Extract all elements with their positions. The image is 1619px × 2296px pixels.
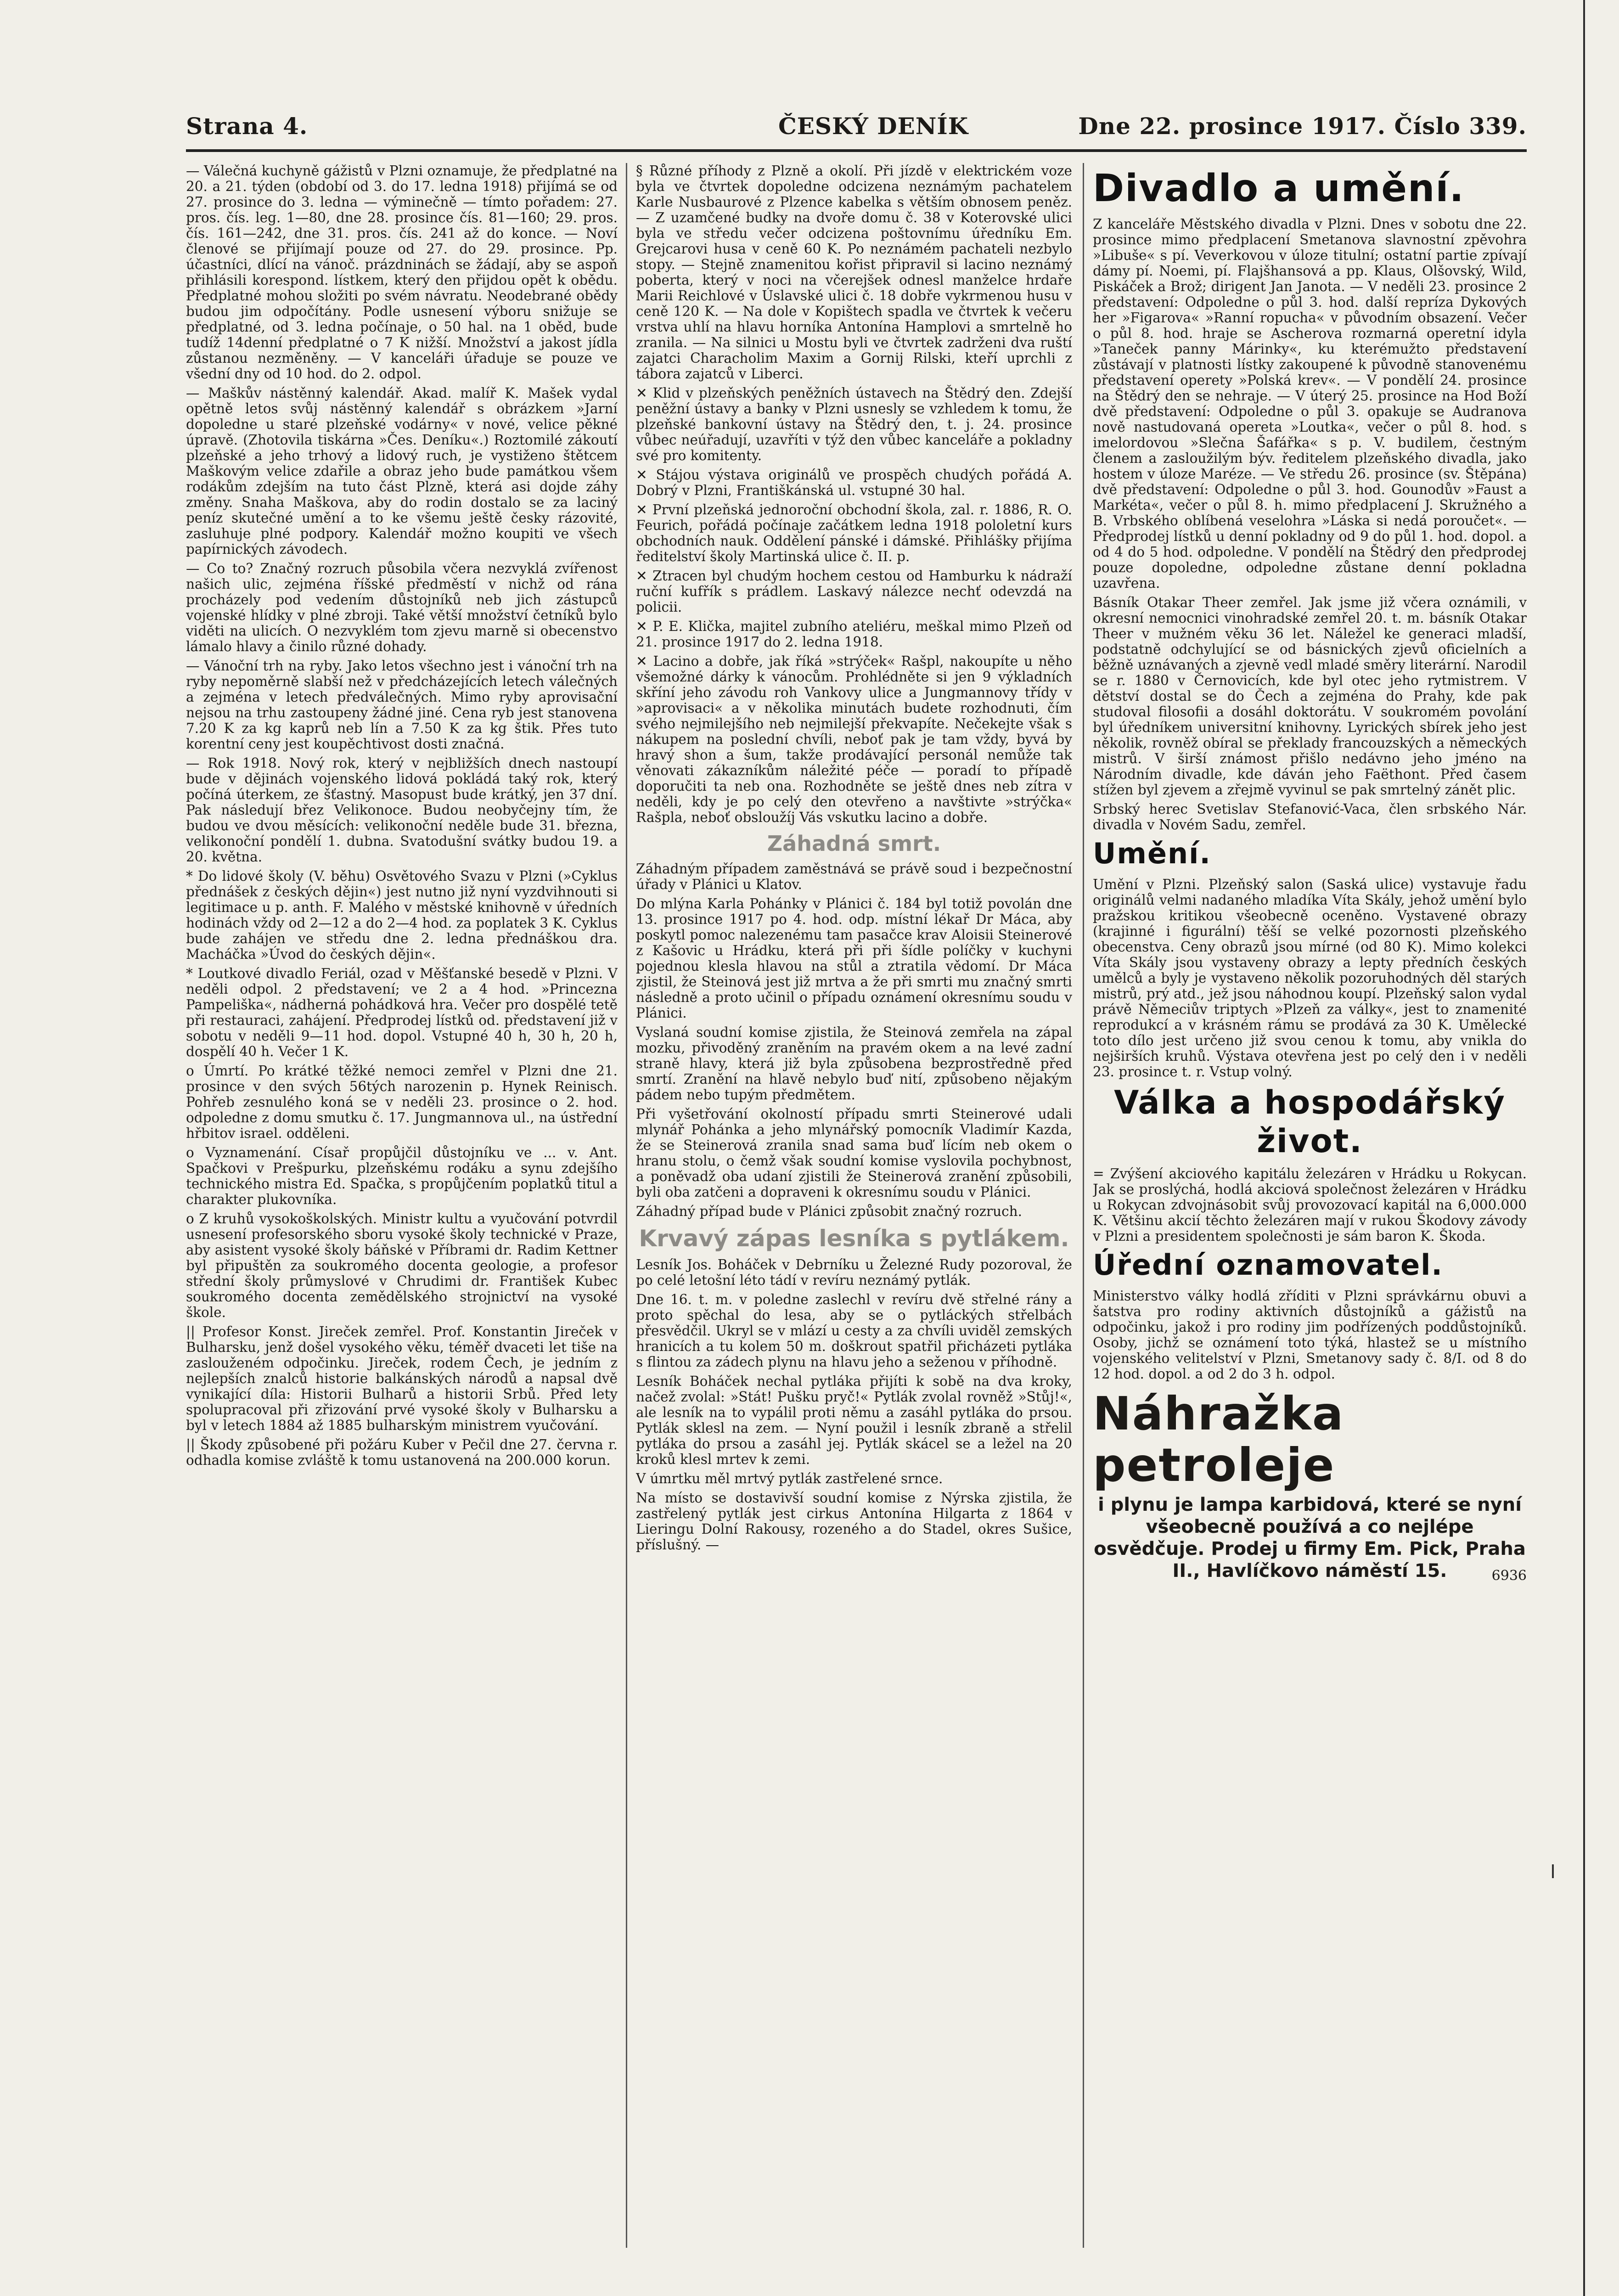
article-zahadna-5: Záhadný případ bude v Plánici způsobit značný rozruch. — [636, 1204, 1023, 1219]
article-mestske-divadlo: Z kanceláře Městského divadla v Plzni. Dnes v sobotu dne 22. prosince mimo předplacení Smetanova slavnostní zpěvohra »Libuše« s pí. Veverkovou v úloze titulní; ostatní partie zpívají dámy pí. Noemi, pí. Flajšhansová a pp. Klaus, Olšovský, Wild, Piskáček a Brož; dirigent Jan Janota. — V neděli 23. prosince 2 představení: Odpoledne o půl 3. hod. další repríza Dykových her »Figarova« »Ranní ropucha« v původním obsazení. Večer o půl 8. hod. hraje se Ascherova rozmarná operetní idyla »Taneček panny Márinky«, ku kterémužto představení zůstávají v platnosti lístky zakoupené k původně stanovenému představení operety »Polská krev«. — V pondělí 24. prosince na Štědrý den se nehraje. — V úterý 25. prosince na Hod Boží dvě představení: Odpoledne o půl 3. opakuje se Audranova nově nastudovaná opereta »Loutka«, večer o půl 8. hod. s imelordovou »Slečna Šafářka« s p. V. budilem, čestným členem a zasloužilým býv. ředitelem plzeňského divadla, jako hostem v úloze Maréze. — Ve středu 26. prosince (sv. Štěpána) dvě představení: Odpoledne o půl 3. hod. Gounodův »Faust a Markéta«, večer o půl 8. h. mimo předplacení J. Skružného a B. Vrbského oblíbená veselohra »Láska si nedá poroučet«. — Předprodej lístků u denní pokladny od 9 do půl 1. hod. dopol. a od 4 do 5 hod. odpoledne. V pondělí na Štědrý den předprodej pouze dopoledne, odpoledne zůstane denní pokladna uzavřena. — [1093, 216, 1527, 591]
page-header — [186, 108, 1527, 152]
article-valecna-kuchyne: — Válečná kuchyně gážistů v Plzni oznamuje, že předplatné na 20. a 21. týden (období od 3. do 17. ledna 1918) přijímá se od 27. prosince do 3. ledna — výminečně — tímto pořadem: 27. pros. čís. leg. 1—80, dne 28. prosince čís. 81—160; 29. pros. čís. 161—242, dne 31. pros. čís. 241 až do konce. — Noví členové se přijímají pouze od 27. do 29. prosince. Pp. účastníci, dlící na vánoč. prázdninách se žádají, aby se aspoň přihlásili korespond. lístkem, který den přijdou opět k obědu. Předplatné mohou složiti po svém návratu. Neodebrané obědy budou jim odpočítány. Podle usnesení výboru snižuje se předplatné, od 3. ledna počínaje, o 50 hal. na 1 oběd, bude tudíž 14denní předplatné o 7 K nižší. Množství a jakost jídla zůstanou nezměněny. — V kanceláři úřaduje se pouze ve všední dny od 10 hod. do 2. odpol. — [186, 163, 618, 382]
ad-number: 6936 — [1491, 1568, 1527, 1584]
article-vystava-originalu: ✕ Stájou výstava originálů ve prospěch chudých pořádá A. Dobrý v Plzni, Františkánská ul. vstupné 30 hal. — [636, 467, 1072, 498]
article-zvyseni-kapitalu: = Zvýšení akciového kapitálu železáren v Hrádku u Rokycan. Jak se proslýchá, hodlá akciová společnost železáren v Hrádku u Rokycan zdvojnásobit svůj provozovací kapitál na 6,000.000 K. Většinu akcií těchto železáren mají v rukou Škodovy závody v Plzni a presidentem společnosti je sám baron K. Škoda. — [1093, 1166, 1527, 1244]
article-uredni-oznameni: Ministerstvo války hodlá zříditi v Plzni správkárnu obuvi a šatstva pro rodiny aktivních důstojníků a gážistů na odpočinku, jakož i pro rodiny jim podřízených poddůstojníků. Osoby, jichž se oznámení toto týká, hlastež se u místního vojenského velitelství v Plzni, Smetanovy sady č. 8/I. od 8 do 12 hod. dopol. a od 2 do 3 h. odpol. — [1093, 1288, 1527, 1382]
section-heading-krvavy-zapas: Krvavý zápas lesníka s pytlákem. — [639, 1225, 1069, 1252]
article-vysokoskolske: o Z kruhů vysokoškolských. Ministr kultu a vyučování potvrdil usnesení profesorského sboru vysoké školy technické v Praze, aby asistent vysoké školy báňské v Příbrami dr. Radim Kettner byl připuštěn za soukromého docenta geologie, a profesor střední školy průmyslové v Chrudimi dr. František Kubec soukromého docenta zemědělského strojnictví na vysoké škole. — [186, 1211, 618, 1320]
section-banner-umeni: Umění. — [1093, 837, 1211, 870]
article-vyznamenani: o Vyznamenání. Císař propůjčil důstojníku ve ... v. Ant. Spačkovi v Prešpurku, plzeňskému rodáku a synu zdejšího technického mistra Ed. Spačka, s propůjčením poplatků titul a charakter plukovníka. — [186, 1145, 618, 1207]
article-umeni-v-plzni: Umění v Plzni. Plzeňský salon (Saská ulice) vystavuje řadu originálů velmi nadaného mladíka Víta Skály, jehož umění bylo pražskou kritikou všeobecně oceněno. Vystavené obrazy (krajinné i figurální) těší se velké pozornosti plzeňského obecenstva. Ceny obrazů jsou mírné (od 80 K). Mimo kolekci Víta Skály jsou vystaveny obrazy a lepty předních českých umělců a byly je vystaveno několik pozoruhodných děl starých mistrů, prý atd., jež jsou náhodnou koupí. Plzeňský salon vydal právě Němeciův triptych »Plzeň za války«, jest to znamenité reprodukcí a v krásném rámu se prodává za 30 K. Umělecké toto dílo jest určeno již svou cenou k tomu, aby vnikla do nejširších kruhů. Výstava otevřena jest po celý den i v neděli 23. prosince t. r. Vstup volný. — [1093, 877, 1527, 1080]
article-klid-v-ustavech: ✕ Klid v plzeňských peněžních ústavech na Štědrý den. Zdejší peněžní ústavy a banky v Plzni usnesly se vzhledem k tomu, že plzeňské bankovní ústavy na Štědrý den, t. j. 24. prosince vůbec neúřadují, uzavříti v týž den vůbec kanceláře a pokladny své pro komitenty. — [636, 385, 1072, 463]
article-co-to: — Co to? Značný rozruch působila včera nezvyklá zvířenost našich ulic, zejména říšské předměstí v nichž od rána procházely pod vedením důstojníků neb jich zástupců vojenské hlídky v plné zbroji. Také větší množství četníků bylo viděti na ulicích. O nezvyklém tom zjevu marně si obecenstvo lámalo hlavy a činilo různé dohady. — [186, 561, 618, 654]
article-jirecek: || Profesor Konst. Jireček zemřel. Prof. Konstantin Jireček v Bulharsku, jenž došel vysokého věku, téměř dvaceti let tiše na zaslouženém odpočinku. Jireček, rodem Čech, je jedním z nejlepších znalců historie balkánských národů a napsal dvě vynikající díla: Historii Bulharů a historii Srbů. Před lety spolupracoval při zřizování prvé vysoké školy v Bulharsku a byl v letech 1884 až 1885 bulharským ministrem vyučování. — [186, 1324, 618, 1433]
article-maskuv-kalendar: — Maškův nástěnný kalendář. Akad. malíř K. Mašek vydal opětně letos svůj nástěnný kalendář s obrázkem »Jarní dopoledne u staré plzeňské vodárny« v nové, velice pěkné úpravě. (Zhotovila tiskárna »Čes. Deníku«.) Roztomilé zákoutí plzeňské a jeho trhový a lidový ruch, je vystiženo štětcem Maškovým velice zdařile a obraz jeho bude památkou všem rodákům zdejším na tuto část Plzně, která asi dojde záhy změny. Snaha Maškova, aby do rodin dostalo se za laciný peníz skutečné umění a to ke všemu ještě česky rázovité, zasluhuje plné podpory. Kalendář možno koupiti ve všech papírnických závodech. — [186, 385, 618, 557]
article-krvavy-4: V úmrtku měl mrtvý pytlák zastřelené srnce. — [636, 1471, 943, 1486]
section-banner-valka: Válka a hospodářský život. — [1114, 1084, 1506, 1160]
article-srbsky-herec: Srbský herec Svetislav Stefanović-Vaca, člen srbského Nár. divadla v Novém Sadu, zemřel. — [1093, 801, 1527, 833]
article-obchodni-skola: ✕ První plzeňská jednoroční obchodní škola, zal. r. 1886, R. O. Feurich, pořádá počínaje začátkem ledna 1918 pololetní kurs obchodních nauk. Oddělení pánské i dámské. Přihlášky přijíma ředitelství školy Martinská ulice č. II. p. — [636, 502, 1072, 564]
page-number: Strana 4. — [186, 113, 308, 140]
page-edge-line — [1583, 0, 1585, 2296]
article-krvavy-5: Na místo se dostavivší soudní komise z Nýrska zjistila, že zastřelený pytlák jest cirkus Antonína Hilgarta z 1864 v Lieringu Dolní Rakousy, rozeného a do Stadel, okres Sušice, příslušný. — — [636, 1490, 1072, 1553]
section-heading-zahadna-smrt: Záhadná smrt. — [767, 831, 941, 856]
column-3 — [1093, 163, 1527, 2257]
ad-title-nahrazka: Náhražka petroleje — [1093, 1387, 1344, 1492]
issue-date: Dne 22. prosince 1917. Číslo 339. — [1078, 113, 1527, 140]
article-krvavy-3: Lesník Boháček nechal pytláka přijíti k sobě na dva kroky, načež zvolal: »Stát! Pušku pryč!« Pytlák zvolal rovněž »Stůj!«, ale lesník na to vypálil proti němu a zasáhl pytláka do prsou. Pytlák sklesl na zem. — Nyní použil i lesník zbraně a střelil pytláka do prsou a zasáhl jej. Pytlák skácel se a ležel na 20 kroků klesl mrtev k zemi. — [636, 1373, 1072, 1467]
article-zahadna-4: Při vyšetřování okolností případu smrti Steinerové udali mlynář Pohánka a jeho mlynářský pomocník Vladimír Kazda, že se Steinerová zranila snad sama buď lícím neb okem o hranu stolu, o čemž však soudní komise vyslovila pochybnost, a poněvadž oba udaní zjistili že Steinerová zranění způsobili, byli oba zatčeni a dopraveni k okresnímu soudu v Plánici. — [636, 1106, 1072, 1200]
article-lidova-skola: * Do lidové školy (V. běhu) Osvětového Svazu v Plzni (»Cyklus přednášek z českých dějin«) jest nutno již nyní vyzdvihnouti si legitimace u p. anth. F. Malého v městské knihovně v úředních hodinách vždy od 2—12 a do 2—4 hod. za poplatek 3 K. Cyklus bude zahájen ve středu dne 2. ledna přednáškou dra. Macháčka »Úvod do českých dějin«. — [186, 868, 618, 962]
ad-body-karbid: i plynu je lampa karbidová, které se nyní všeobecně používá a co nejlépe osvědčuje. Prodej u firmy Em. Pick, Praha II., Havlíčkovo náměstí 15. — [1094, 1494, 1526, 1581]
section-banner-uredni: Úřední oznamovatel. — [1093, 1248, 1443, 1282]
article-skody: || Škody způsobené při požáru Kuber v Pečil dne 27. června r. odhadla komise zvláště k tomu ustanovená na 200.000 korun. — [186, 1437, 618, 1468]
article-theer: Básník Otakar Theer zemřel. Jak jsme již včera oznámili, v okresní nemocnici vinohradské zemřel 20. t. m. básník Otakar Theer v mužném věku 36 let. Náležel ke generaci mladší, podstatně odchylující se od básnických zjevů oficielních a běžně uznávaných a zjevně vedl mladé směry literární. Narodil se r. 1880 v Černovicích, kde byl otec jeho rytmistrem. V dětství dostal se do Čech a zejména do Prahy, kde pak studoval filosofii a dosáhl doktorátu. V soukromém povolání byl úředníkem universitní knihovny. Lyrických sbírek jeho jest několik, rovněž obíral se překlady francouzských a německých mistrů. V širší známost přišlo nedávno jeho jméno na Národním divadle, kde dáván jeho Faëthont. Před časem stížen byl zjevem a zřejmě vyvinul se pak smrtelný zánět plic. — [1093, 595, 1527, 798]
edge-mark — [1552, 1864, 1554, 1878]
newspaper-title: ČESKÝ DENÍK — [778, 113, 969, 140]
article-loutkove-divadlo: * Loutkové divadlo Feriál, ozad v Měšťanské besedě v Plzni. V neděli odpol. 2 představení; ve 2 a 4 hod. »Princezna Pampeliška«, nádherná pohádková hra. Večer pro dospělé tetě při restauraci, zahájení. Předprodej lístků od. představení již v sobotu v neděli 9—11 hod. dopol. Vstupné 40 h, 30 h, 20 h, dospělí 40 h. Večer 1 K. — [186, 966, 618, 1059]
column-1 — [186, 163, 618, 2257]
newspaper-page — [186, 108, 1527, 2266]
article-krvavy-1: Lesník Jos. Boháček v Debrníku u Železné Rudy pozoroval, že po celé letošní léto tádí v revíru neznámý pytlák. — [636, 1257, 1072, 1288]
article-umrti: o Úmrtí. Po krátké těžké nemoci zemřel v Plzni dne 21. prosince v den svých 56tých narozenin p. Hynek Reinisch. Pohřeb zesnulého koná se v neděli 23. prosince o 2. hod. odpoledne z domu smutku č. 17. Jungmannova ul., na ústřední hřbitov israel. odděleni. — [186, 1063, 618, 1141]
section-banner-divadlo: Divadlo a umění. — [1093, 167, 1465, 210]
article-ztracen: ✕ Ztracen byl chudým hochem cestou od Hamburku k nádraží ruční kufřík s prádlem. Laskavý nálezce nechť odevzdá na policii. — [636, 568, 1072, 615]
article-zahadna-2: Do mlýna Karla Pohánky v Plánici č. 184 byl totiž povolán dne 13. prosince 1917 po 4. hod. odp. místní lékař Dr Máca, aby poskytl pomoc nalezenému tam pasačce krav Aloisii Steinerové z Kašovic u Hrádku, která při při šídle políčky v kuchyni pojednou klesla hlavou na stůl a ztratila vědomí. Dr Máca zjistil, že Steinová jest již mrtva a že při smrti mu značný smrti následně a proto učinil o případu oznámení okresnímu soudu v Plánici. — [636, 896, 1072, 1021]
article-zahadna-1: Záhadným případem zaměstnává se právě soud i bezpečnostní úřady v Plánici u Klatov. — [636, 861, 1072, 892]
column-2 — [636, 163, 1072, 2257]
article-krvavy-2: Dne 16. t. m. v poledne zaslechl v revíru dvě střelné rány a proto spěchal do lesa, aby se o pytláckých střelbách přesvědčil. Ukryl se v mlází u cesty a za chvíli uviděl zemských hranicích a tu kolem 50 m. doškrout spatřil přicházeti pytláka s flintou za zádech plynu na hlavu jeho a seženou v příhodně. — [636, 1292, 1072, 1370]
article-rok-1918: — Rok 1918. Nový rok, který v nejbližších dnech nastoupí bude v dějinách vojenského lidová pokládá taký rok, který počíná úterkem, ze šťastný. Masopust bude krátký, jen 37 dní. Pak následují břez Velikonoce. Budou neobyčejny tím, že budou ve dvou měsících: velikonoční neděle bude 31. března, velikonoční pondělí 1. dubna. Svatodušní svátky budou 19. a 20. května. — [186, 755, 618, 865]
article-klicka: ✕ P. E. Klička, majitel zubního ateliéru, meškal mimo Plzeň od 21. prosince 1917 do 2. ledna 1918. — [636, 619, 1072, 650]
article-vanocni-trh: — Vánoční trh na ryby. Jako letos všechno jest i vánoční trh na ryby nepoměrně slabší než v předcházejících letech válečných a zejména v letech předválečných. Mimo ryby aprovisační nejsou na trhu zastoupeny žádné jiné. Cena ryb jest stanovena 7.20 K za kg kaprů neb lín a 7.50 K za kg štik. Přes tuto korentní ceny jest koupěchtivost dosti značná. — [186, 658, 618, 752]
article-ruzne-prihody: § Různé příhody z Plzně a okolí. Při jízdě v elektrickém voze byla ve čtvrtek dopoledne odcizena neznámým pachatelem Karle Nusbaurové z Plzence kabelka s větším obnosem peněz. — Z uzamčené budky na dvoře domu č. 38 v Koterovské ulici byla ve středu večer odcizena poštovnímu úředníku Em. Grejcarovi husa v ceně 60 K. Po neznámém pachateli nezbylo stopy. — Stejně znamenitou kořist připravil si lacino neznámý pobertа, který v noci na včerejšek odnesl manželce hrdaře Marii Reichlové v Úslavské ulici č. 18 dobře vykrmenou husu v ceně 120 K. — Na dole v Kopištech spadla ve čtvrtek k večeru vrstva uhlí na hlavu horníka Antonína Hamplovi a smrtelně ho zranila. — Na silnici u Mostu byli ve čtvrtek zadrženi dva ruští zajatci Characholim Maxim a Gornij Rilski, kteří uprchli z tábora zajatců v Liberci. — [636, 163, 1072, 382]
column-divider — [1083, 163, 1084, 2248]
column-divider — [626, 163, 627, 2248]
article-zahadna-3: Vyslaná soudní komise zjistila, že Steinová zemřela na zápal mozku, přivoděný zraněním na pravém okem a na levé zadní straně hlavy, která již byla způsobena bezprostředně před smrtí. Zranění na hlavě nebylo buď nití, způsobeno nějakým pádem nebo tupým předmětem. — [636, 1024, 1072, 1103]
article-raspl: ✕ Lacino a dobře, jak říká »strýček« Rašpl, nakoupíte u něho všemožné dárky k vánocům. Prohlédněte si jen 9 výkladních skříní jeho závodu roh Vankovy ulice a Jungmannovy třídy v »aprovisaci« a v několika minutách budete rozhodnuti, čím svého nejmilejšího neb nejmilejší překvapíte. Nečekejte však s nákupem na poslední chvíli, neboť pak je tam vždy, byvá by hravý shon a šum, takže prodávající personál nemůže tak věnovati zákazníkům náležité péče — poradí to případě doporučiti ta neb ona. Rozhodněte se ještě dnes neb zítra v neděli, kdy je po celý den otevřeno a navštivte »strýčka« Rašpla, neboť obsloužíj Vás vskutku lacino a dobře. — [636, 653, 1072, 825]
